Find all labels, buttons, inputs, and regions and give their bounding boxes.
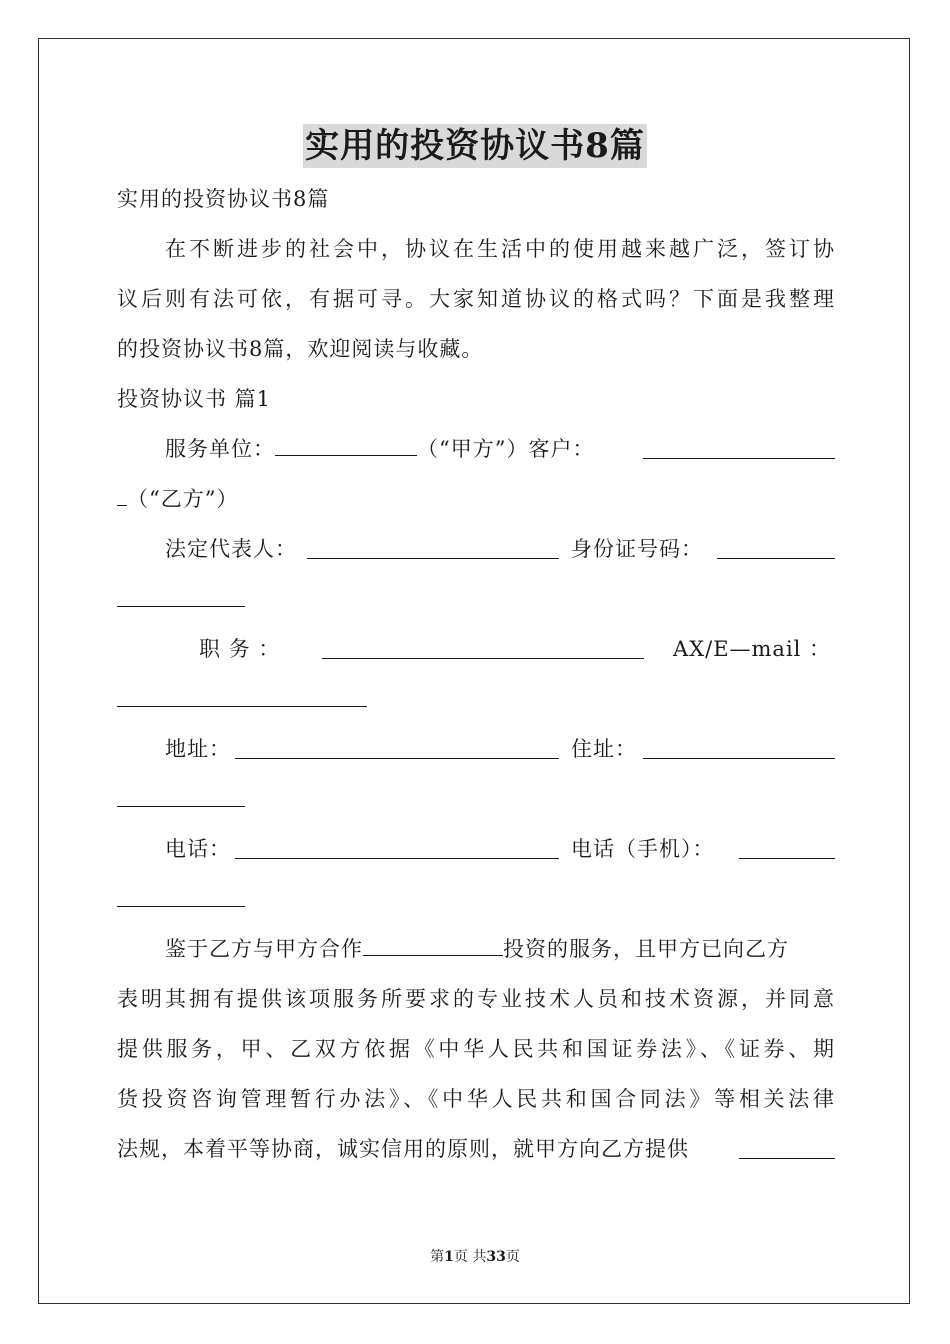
phone-label: 电话： (165, 837, 231, 861)
mobile-label: 电话（手机）： (571, 837, 715, 861)
address-blank[interactable] (235, 758, 559, 759)
phone-blank[interactable] (235, 858, 559, 859)
party-a-label: （“甲方”）客户： (417, 437, 595, 461)
intro-line-3: 的投资协议书8篇，欢迎阅读与收藏。 (117, 337, 484, 361)
service-unit-label: 服务单位： (165, 437, 275, 461)
address-row (165, 734, 835, 764)
mobile-blank[interactable] (739, 858, 835, 859)
service-unit-blank[interactable] (275, 435, 417, 456)
body-line-4: 货投资咨询管理暂行办法》、《中华人民共和国合同法》等相关法律 (117, 1087, 835, 1111)
footer-current-page: 1 (444, 1249, 454, 1265)
intro-line-2: 议后则有法可依，有据可寻。大家知道协议的格式吗？下面是我整理 (117, 287, 835, 311)
id-number-blank-continued[interactable] (117, 606, 245, 607)
page-footer (0, 1248, 950, 1266)
email-label: AX/E—mail ： (673, 637, 832, 661)
residence-blank-continued[interactable] (117, 806, 245, 807)
legal-rep-row (165, 534, 835, 564)
address-label: 地址： (165, 737, 231, 761)
footer-prefix: 第 (430, 1249, 445, 1265)
body-line-1b: 投资的服务，且甲方已向乙方 (503, 937, 789, 961)
client-blank-continued[interactable] (117, 485, 127, 506)
legal-rep-blank[interactable] (307, 558, 559, 559)
cooperation-blank[interactable] (363, 935, 503, 956)
intro-line-1: 在不断进步的社会中，协议在生活中的使用越来越广泛，签订协 (165, 237, 835, 261)
party-b-label: （“乙方”） (127, 487, 239, 511)
client-blank[interactable] (643, 458, 835, 459)
page-border (38, 38, 910, 1304)
residence-blank[interactable] (643, 758, 835, 759)
party-b-row (117, 484, 835, 514)
footer-suffix: 页 (505, 1249, 520, 1265)
position-label: 职 务 ： (199, 637, 281, 661)
title-wrap (0, 124, 950, 168)
service-blank[interactable] (739, 1158, 835, 1159)
mobile-blank-continued[interactable] (117, 906, 245, 907)
legal-rep-label: 法定代表人： (165, 537, 297, 561)
service-unit-row (165, 434, 835, 464)
body-line-3: 提供服务，甲、乙双方依据《中华人民共和国证券法》、《证券、期 (117, 1037, 835, 1061)
position-blank[interactable] (322, 658, 644, 659)
body-line-2: 表明其拥有提供该项服务所要求的专业技术人员和技术资源，并同意 (117, 987, 835, 1011)
footer-middle: 页 共 (453, 1249, 487, 1265)
body-line-5 (117, 1134, 835, 1164)
body-line-5-text: 法规，本着平等协商，诚实信用的原则，就甲方向乙方提供 (117, 1137, 689, 1161)
id-number-blank[interactable] (717, 558, 835, 559)
residence-label: 住址： (571, 737, 637, 761)
id-number-label: 身份证号码： (571, 537, 703, 561)
email-blank[interactable] (117, 706, 367, 707)
section-heading: 投资协议书 篇1 (117, 387, 272, 411)
footer-total-pages: 33 (486, 1249, 506, 1265)
document-title: 实用的投资协议书8篇 (305, 126, 645, 166)
document-subtitle: 实用的投资协议书8篇 (117, 187, 330, 211)
body-line-1 (165, 934, 835, 964)
body-line-1a: 鉴于乙方与甲方合作 (165, 937, 363, 961)
